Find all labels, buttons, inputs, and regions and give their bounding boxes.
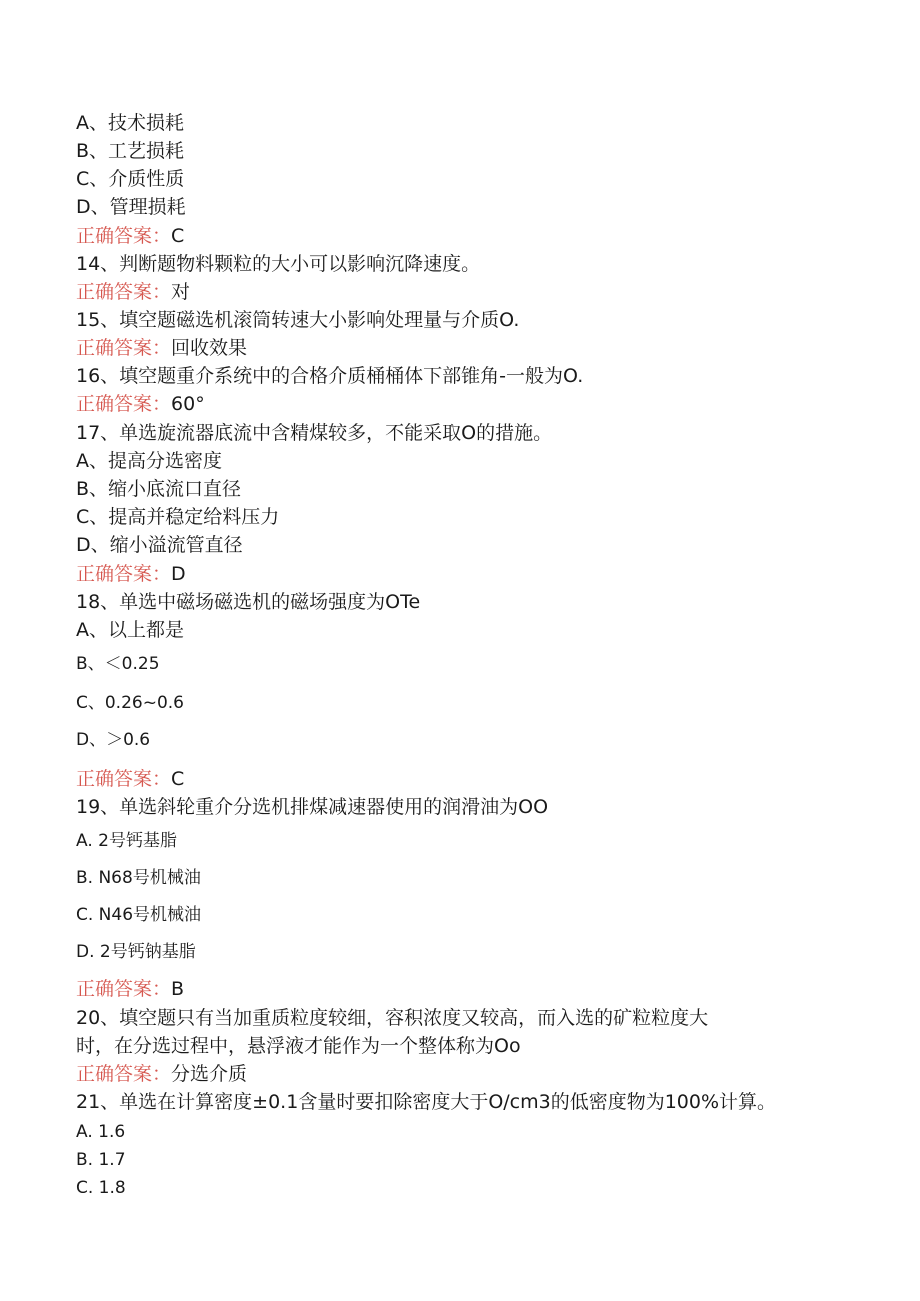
option-text: B、工艺损耗 [76,140,185,162]
answer-label: 正确答案： [76,768,172,790]
option-text: B、＜0.25 [76,654,160,674]
option-text: C、介质性质 [76,168,185,190]
option-text: D、管理损耗 [76,196,186,218]
answer-label: 正确答案： [76,281,172,303]
question-text: 15、填空题磁选机滚筒转速大小影响处理量与介质O. [76,309,520,331]
answer-line [76,561,186,587]
answer-value: 对 [171,281,191,303]
option-text: A、提高分选密度 [76,450,222,472]
option-text: D. 2号钙钠基脂 [76,942,196,962]
option-text: D、＞0.6 [76,730,151,750]
answer-value: 60° [171,393,205,415]
answer-label: 正确答案： [76,978,172,1000]
answer-value: C [171,225,185,247]
question-text: 14、判断题物料颗粒的大小可以影响沉降速度。 [76,253,481,275]
option-text: C. 1.8 [76,1178,126,1198]
question-text: 21、单选在计算密度±0.1含量时要扣除密度大于O/cm3的低密度物为100%计算。 [76,1091,777,1113]
answer-line [76,223,184,249]
answer-line [76,391,205,417]
question-text: 19、单选斜轮重介分选机排煤减速器使用的润滑油为OO [76,796,549,818]
answer-line [76,976,184,1002]
answer-value: C [171,768,185,790]
answer-value: B [171,978,185,1000]
question-text: 20、填空题只有当加重质粒度较细，容积浓度又较高，而入选的矿粒粒度大 [76,1007,709,1029]
answer-label: 正确答案： [76,393,172,415]
option-text: A. 2号钙基脂 [76,831,177,851]
answer-label: 正确答案： [76,225,172,247]
option-text: C、0.26~0.6 [76,693,185,713]
answer-label: 正确答案： [76,563,172,585]
answer-line [76,1061,247,1087]
answer-line [76,279,190,305]
question-text: 16、填空题重介系统中的合格介质桶桶体下部锥角-一般为O. [76,365,584,387]
option-text: B. N68号机械油 [76,868,201,888]
answer-line [76,335,247,361]
option-text: D、缩小溢流管直径 [76,534,243,556]
answer-value: D [171,563,186,585]
answer-label: 正确答案： [76,337,172,359]
question-text: 18、单选中磁场磁选机的磁场强度为OTe [76,591,421,613]
answer-value: 分选介质 [171,1063,248,1085]
option-text: C. N46号机械油 [76,905,202,925]
answer-label: 正确答案： [76,1063,172,1085]
option-text: C、提高并稳定给料压力 [76,506,280,528]
option-text: B、缩小底流口直径 [76,478,242,500]
option-text: A. 1.6 [76,1122,126,1142]
question-text: 时，在分选过程中，悬浮液才能作为一个整体称为Oo [76,1035,521,1057]
answer-line [76,766,184,792]
answer-value: 回收效果 [171,337,248,359]
question-text: 17、单选旋流器底流中含精煤较多，不能采取O的措施。 [76,422,553,444]
option-text: A、技术损耗 [76,112,184,134]
option-text: A、以上都是 [76,619,184,641]
option-text: B. 1.7 [76,1150,126,1170]
